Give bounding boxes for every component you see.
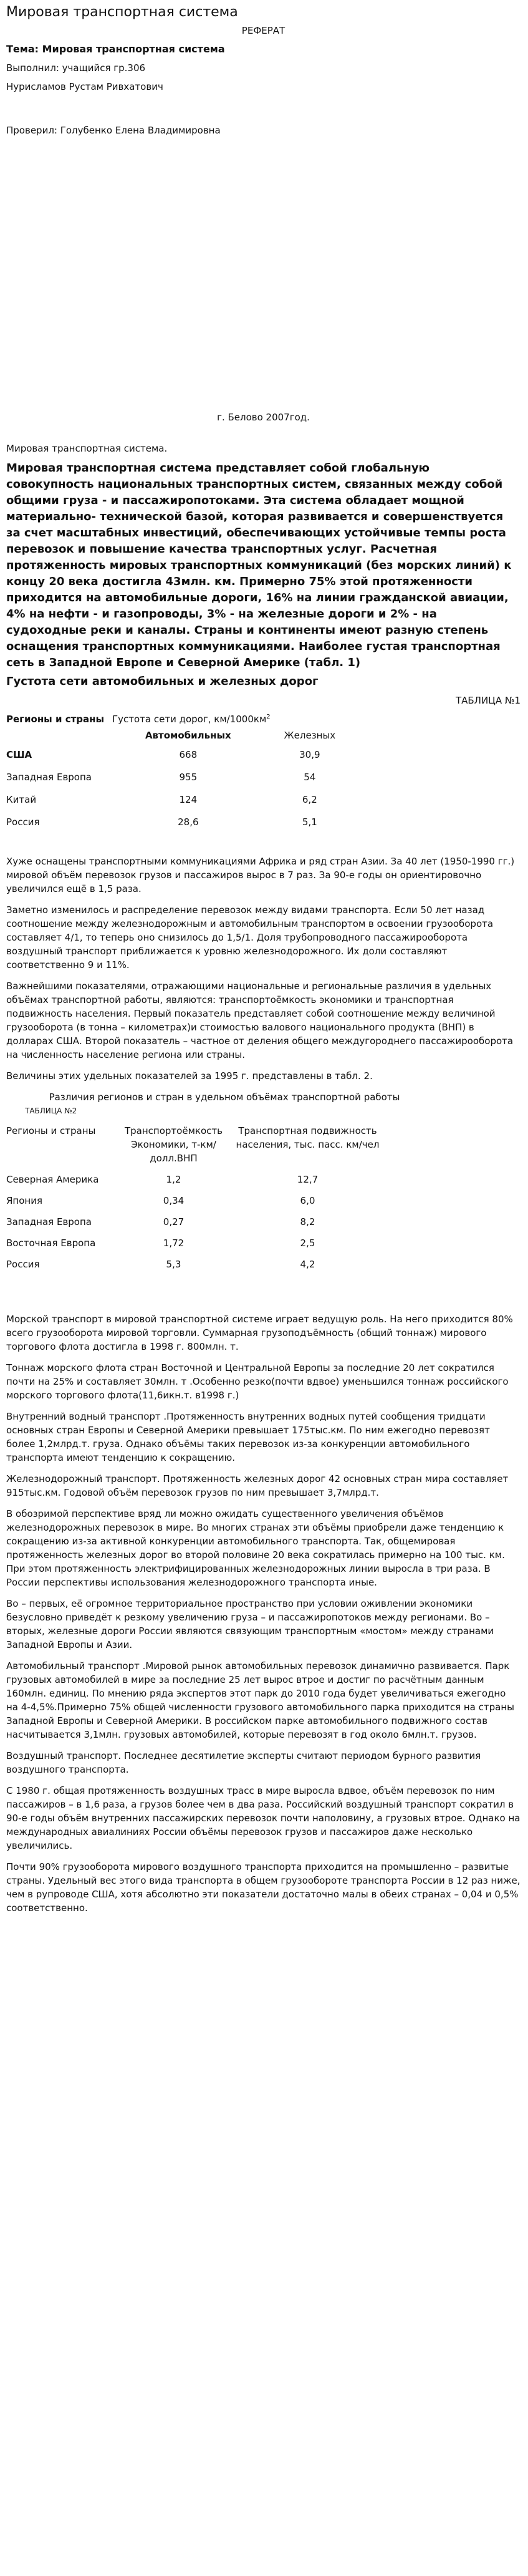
row-rail: 5,1	[302, 816, 317, 828]
paragraph: Заметно изменилось и распределение перевозок между видами транспорта. Если 50 лет назад соотношение между железнодорожным и автомобильным транспортом в освоении грузооборота составляет 4/1, то теперь оно снизилось до 1,5/1. Доля трубопроводного пассажирооборота воздушный транспорт приближается к уровню железнодорожного. Их доли составляют соответственно 9 и 11%.	[6, 904, 494, 971]
table-row	[6, 1232, 393, 1254]
table-row	[6, 1190, 393, 1211]
paragraph: Важнейшими показателями, отражающими национальные и региональные различия в удельных объёмах транспортной работы, являются: транспортоёмкость экономики и транспортная подвижность населения. Первый показатель представляет собой соотношение между величиной грузооборота (в тонна – километрах)и стоимостью валового национального продукта (ВНП) в долларах США. Второй показатель – частное от деления общего междугороднего пассажирооборота на численность население региона или страны.	[6, 981, 514, 1060]
paragraph: Воздушный транспорт. Последнее десятилетие эксперты считают периодом бурного развития воздушного транспорта.	[6, 1750, 481, 1775]
topic-line: Тема: Мировая транспортная система	[6, 43, 225, 55]
paragraph: Внутренний водный транспорт .Протяженность внутренних водных путей сообщения тридцати основных стран Европы и Северной Америки превышает 175тыс.км. По ним ежегодно перевозят более 1,2млрд.т. груза. Однако объёмы таких перевозок из-за конкуренции автомобильного транспорта имеют тенденцию к сокращению.	[6, 1411, 490, 1463]
referat-label: РЕФЕРАТ	[241, 25, 286, 36]
spacer	[6, 142, 521, 410]
density-table	[6, 711, 355, 833]
spacer	[6, 99, 521, 123]
paragraph: Морской транспорт в мировой транспортной системе играет ведущую роль. На него приходится 80% всего грузооборота мировой торговли. Суммарная грузоподъёмность (общий тоннаж) мирового торгового флота достигла в 1998 г. 800млн. т.	[6, 1314, 513, 1352]
section-title: Мировая транспортная система.	[6, 443, 168, 454]
transport-work-table	[6, 1120, 393, 1275]
row-name: Россия	[6, 1259, 40, 1270]
table-row	[6, 788, 355, 811]
paragraph: С 1980 г. общая протяженность воздушных трасс в мире выросла вдвое, объём перевозок по ним пассажиров – в 1,6 раза, а грузов более чем в два раза. Российский воздушный транспорт сократил в 90-е годы объём внутренних пассажирских перевозок почти наполовину, а грузовых втрое. Однако на международных авиалиниях России объёмы перевозок грузов и пассажиров даже несколько увеличились.	[6, 1785, 521, 1851]
row-rail: 54	[304, 772, 316, 783]
row-name: Китай	[6, 794, 37, 805]
row-auto: 955	[179, 772, 198, 783]
row-name: Япония	[6, 1195, 42, 1206]
table-header-row	[6, 1120, 393, 1169]
row-intensity: 0,34	[163, 1195, 185, 1206]
col-header-density-text: Густота сети дорог, км/1000км	[112, 714, 267, 725]
row-auto: 28,6	[178, 816, 199, 828]
col-header-auto: Автомобильных	[145, 730, 231, 741]
row-name: Западная Европа	[6, 772, 92, 783]
row-intensity: 5,3	[166, 1259, 181, 1270]
paragraph: Во – первых, её огромное территориальное пространство при условии оживлении экономики безусловно приведёт к резкому увеличению груза – и пассажиропотоков между регионами. Во – вторых, железные дороги России являются связующим транспортным «мостом» между странами Западной Европы и Азии.	[6, 1598, 494, 1650]
table1-heading: Густота сети автомобильных и железных дорог	[6, 675, 319, 688]
col-header-density-sup: 2	[266, 714, 271, 720]
row-name: Северная Америка	[6, 1174, 99, 1185]
intro-paragraph: Мировая транспортная система представляет собой глобальную совокупность национальных транспортных систем, связанных между собой общими груза - и пассажиропотоками. Эта система обладает мощной материально- технической базой, которая развивается и совершенствуется за счет масштабных инвестиций, обеспечивающих устойчивые темпы роста перевозок и повышение качества транспортных услуг. Расчетная протяженность мировых транспортных коммуникаций (без морских линий) к концу 20 века достигла 43млн. км. Примерно 75% этой протяженности приходится на автомобильные дороги, 16% на линии гражданской авиации, 4% на нефти - и газопроводы, 3% - на железные дороги и 2% - на судоходные реки и каналы. Страны и континенты имеют разную степень оснащения транспортных коммуникациями. Наиболее густая транспортная сеть в Западной Европе и Северной Америке (табл. 1)	[6, 462, 512, 669]
row-mobility: 4,2	[300, 1259, 315, 1270]
checker-line: Проверил: Голубенко Елена Владимировна	[6, 125, 221, 136]
table-row	[6, 1211, 393, 1232]
row-mobility: 2,5	[300, 1237, 315, 1249]
table2-heading: Различия регионов и стран в удельном объёмах транспортной работы	[49, 1092, 400, 1103]
row-intensity: 0,27	[163, 1216, 185, 1227]
row-name: Западная Европа	[6, 1216, 92, 1227]
paragraph: Величины этих удельных показателей за 1995 г. представлены в табл. 2.	[6, 1070, 373, 1082]
city-year: г. Белово 2007год.	[217, 412, 310, 423]
table2-label: ТАБЛИЦА №2	[25, 1106, 77, 1115]
row-mobility: 8,2	[300, 1216, 315, 1227]
row-rail: 30,9	[299, 749, 320, 760]
document	[0, 4, 528, 1915]
paragraph: Почти 90% грузооборота мирового воздушного транспорта приходится на промышленно – развитые страны. Удельный вес этого вида транспорта в общем грузообороте транспорта России в 12 раз ниже, чем в рупроводе США, хотя абсолютно эти показатели достаточно малы в обеих странах – 0,04 и 0,5% соответственно.	[6, 1861, 521, 1914]
paragraph: В обозримой перспективе вряд ли можно ожидать существенного увеличения объёмов железнодорожных перевозок в мире. Во многих странах эти объёмы приобрели даже тенденцию к сокращению из-за активной конкуренции автомобильного транспорта. Так, общемировая протяженность железных дорог во второй половине 20 века сократилась примерно на 100 тыс. км. При этом протяженность электрифицированных железнодорожных линии выросла в три раза. В России перспективы использования железнодорожного транспорта иные.	[6, 1508, 505, 1588]
paragraph: Тоннаж морского флота стран Восточной и Центральной Европы за последние 20 лет сократился почти на 25% и составляет 30млн. т .Особенно резко(почти вдвое) уменьшился тоннаж российского морского торгового флота(11,6икн.т. в1998 г.)	[6, 1362, 509, 1401]
paragraph: Хуже оснащены транспортными коммуникациями Африка и ряд стран Азии. За 40 лет (1950-1990 гг.) мировой объём перевозок грузов и пассажиров вырос в 7 раз. За 90-е годы он ориентировочно увеличился ещё в 1,5 раза.	[6, 856, 515, 894]
row-auto: 668	[179, 749, 198, 760]
row-name: Россия	[6, 816, 40, 828]
table-row	[6, 1169, 393, 1190]
paragraph: Автомобильный транспорт .Мировой рынок автомобильных перевозок динамично развивается. Парк грузовых автомобилей в мире за последние 25 лет вырос втрое и достиг по расчётным данным 160млн. единиц. По мнению ряда экспертов этот парк до 2010 года будет увеличиваться ежегодно на 4-4,5%.Примерно 75% общей численности грузового автомобильного парка приходится на страны Западной Европы и Северной Америки. В российском парке автомобильного подвижного состав насчитывается 3,1млн. грузовых автомобилей, которые перевозят в год около 6млн.т. грузов.	[6, 1660, 514, 1740]
spacer	[6, 1275, 521, 1312]
row-intensity: 1,2	[166, 1174, 181, 1185]
row-name: Восточная Европа	[6, 1237, 96, 1249]
table1-label: ТАБЛИЦА №1	[455, 695, 521, 706]
col-header-rail: Железных	[284, 730, 336, 741]
document-title: Мировая транспортная система	[6, 4, 238, 20]
table-row	[6, 766, 355, 788]
table-header-row	[6, 711, 355, 727]
table-row	[6, 743, 355, 766]
col-header-intensity: Транспортоёмкость Экономики, т-км/долл.ВНП	[125, 1125, 223, 1164]
paragraph: Железнодорожный транспорт. Протяженность железных дорог 42 основных стран мира составляет 915тыс.км. Годовой объём перевозок грузов по ним превышает 3,7млрд.т.	[6, 1473, 509, 1498]
row-mobility: 12,7	[297, 1174, 319, 1185]
student-name: Нурисламов Рустам Ривхатович	[6, 81, 163, 92]
row-name: США	[6, 749, 32, 760]
col-header-density	[112, 711, 355, 727]
row-mobility: 6,0	[300, 1195, 315, 1206]
col-header-mobility: Транспортная подвижность населения, тыс. пасс. км/чел	[236, 1125, 380, 1150]
row-intensity: 1,72	[163, 1237, 185, 1249]
row-auto: 124	[179, 794, 198, 805]
row-rail: 6,2	[302, 794, 317, 805]
performer-line: Выполнил: учащийся гр.306	[6, 62, 146, 74]
col-header-region: Регионы и страны	[6, 714, 105, 725]
col-header-region: Регионы и страны	[6, 1125, 96, 1136]
table-row	[6, 1254, 393, 1275]
table-row	[6, 811, 355, 833]
spacer	[6, 833, 521, 855]
